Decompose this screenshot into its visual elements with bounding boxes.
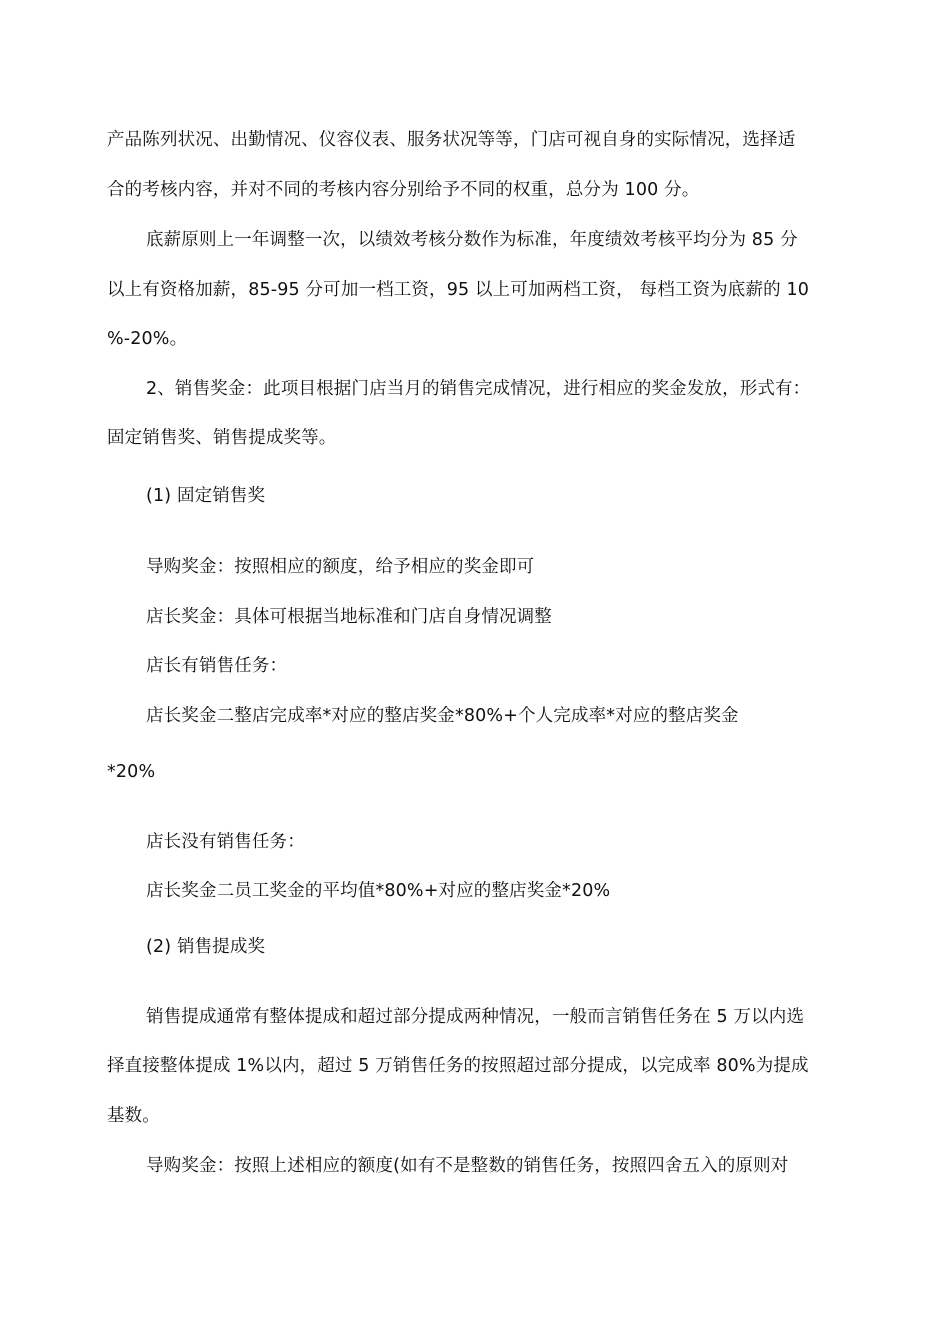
paragraph-line: 导购奖金：按照相应的额度，给予相应的奖金即可 (146, 557, 535, 577)
paragraph-line: 店长奖金：具体可根据当地标准和门店自身情况调整 (146, 607, 552, 627)
paragraph-line: 店长没有销售任务： (146, 832, 305, 852)
paragraph-line: 基数。 (107, 1106, 160, 1126)
paragraph-line: 店长有销售任务： (146, 656, 288, 676)
paragraph-line: 产品陈列状况、出勤情况、仪容仪表、服务状况等等，门店可视自身的实际情况，选择适 (107, 130, 796, 150)
formula-line: *20% (107, 762, 156, 782)
formula-line: 店长奖金二整店完成率*对应的整店奖金*80%+个人完成率*对应的整店奖金 (146, 706, 739, 726)
paragraph-line: 择直接整体提成 1%以内，超过 5 万销售任务的按照超过部分提成，以完成率 80%为提成 (107, 1056, 809, 1076)
paragraph-line: %-20%。 (107, 329, 188, 349)
section-heading: (2) 销售提成奖 (146, 937, 266, 957)
section-heading: (1) 固定销售奖 (146, 486, 266, 506)
paragraph-line: 以上有资格加薪，85-95 分可加一档工资，95 以上可加两档工资， 每档工资为底薪的 10 (107, 280, 810, 300)
paragraph-line: 底薪原则上一年调整一次，以绩效考核分数作为标准，年度绩效考核平均分为 85 分 (146, 230, 798, 250)
formula-line: 店长奖金二员工奖金的平均值*80%+对应的整店奖金*20% (146, 881, 611, 901)
paragraph-line: 固定销售奖、销售提成奖等。 (107, 428, 337, 448)
paragraph-line: 合的考核内容，并对不同的考核内容分别给予不同的权重，总分为 100 分。 (107, 180, 700, 200)
paragraph-line: 2、销售奖金：此项目根据门店当月的销售完成情况，进行相应的奖金发放，形式有： (146, 379, 811, 399)
paragraph-line: 销售提成通常有整体提成和超过部分提成两种情况，一般而言销售任务在 5 万以内选 (146, 1007, 805, 1027)
paragraph-line: 导购奖金：按照上述相应的额度(如有不是整数的销售任务，按照四舍五入的原则对 (146, 1156, 789, 1176)
